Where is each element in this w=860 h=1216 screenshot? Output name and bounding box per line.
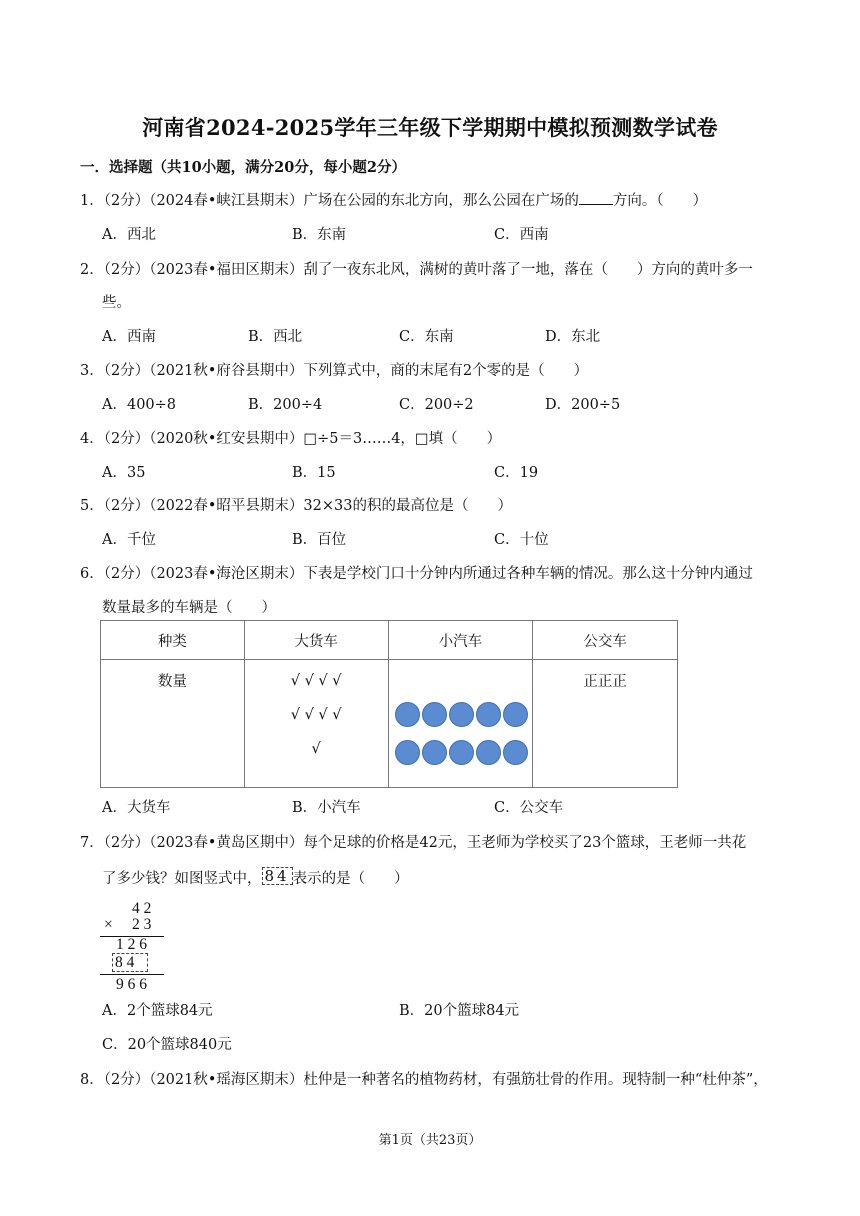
question-4: 4．（2分）（2020秋•红安县期中）□÷5＝3……4，□填（ ）: [80, 431, 502, 447]
q2-option-b: B．西北: [248, 329, 303, 345]
q5-option-c: C．十位: [494, 532, 549, 548]
truck-tally-row: √ √ √ √: [290, 707, 342, 723]
answer-blank: [579, 192, 613, 205]
question-1-text-b: 方向。（ ）: [612, 193, 708, 209]
q1-option-c: C．西南: [494, 227, 549, 243]
partial-product-2: 8 4: [112, 953, 148, 972]
q3-option-c: C．200÷2: [399, 397, 474, 413]
q5-option-a: A．千位: [102, 532, 156, 548]
truck-tally-row: √ √ √ √: [290, 673, 342, 689]
q6-option-c: C．公交车: [494, 800, 564, 816]
q6-option-b: B．小汽车: [292, 800, 361, 816]
truck-tally-cell: [244, 660, 388, 788]
q6-option-a: A．大货车: [102, 800, 171, 816]
table-header-car: 小汽车: [388, 621, 533, 660]
table-header-truck: 大货车: [244, 621, 388, 660]
question-1: [80, 189, 707, 210]
question-8-line-1: 8．（2分）（2021秋•瑶海区期末）杜仲是一种著名的植物药材，有强筋壮骨的作用。现特制一种“杜仲茶”，: [80, 1072, 768, 1088]
q2-option-c: C．东南: [399, 329, 454, 345]
question-3: 3．（2分）（2021秋•府谷县期中）下列算式中，商的末尾有2个零的是（ ）: [80, 363, 589, 379]
section-heading: 一．选择题（共10小题，满分20分，每小题2分）: [80, 159, 406, 176]
question-7-text-a: 了多少钱？如图竖式中，: [102, 871, 262, 887]
product: 9 6 6: [116, 976, 147, 993]
car-tally-dot: [449, 702, 474, 727]
q1-option-a: A．西北: [102, 227, 156, 243]
q7-option-c: C．20个篮球840元: [102, 1037, 232, 1053]
car-tally-dot: [395, 740, 420, 765]
rule-line: [100, 974, 164, 975]
car-tally-dot: [395, 702, 420, 727]
highlight-box: 84: [262, 867, 293, 885]
car-tally-dot: [503, 740, 528, 765]
factor-2: 2 3: [132, 916, 152, 933]
bus-tally-cell: 正正正: [533, 660, 678, 788]
question-6-line-1: 6．（2分）（2023春•海沧区期末）下表是学校门口十分钟内所通过各种车辆的情况。那么这十分钟内通过: [80, 566, 753, 582]
q2-option-a: A．西南: [102, 329, 156, 345]
question-1-text-a: 1．（2分）（2024春•峡江县期末）广场在公园的东北方向，那么公园在广场的: [80, 193, 579, 209]
truck-tally-row: √: [311, 741, 321, 757]
partial-product-1: 1 2 6: [116, 936, 147, 953]
question-7-line-2: [102, 867, 409, 888]
question-7-line-1: 7．（2分）（2023春•黄岛区期中）每个足球的价格是42元，王老师为学校买了23个篮球，王老师一共花: [80, 835, 747, 851]
q4-option-b: B．15: [292, 465, 336, 481]
q2-option-d: D．东北: [545, 329, 601, 345]
q4-option-a: A．35: [102, 465, 146, 481]
car-tally-dot: [422, 740, 447, 765]
car-tally-dot: [476, 702, 501, 727]
table-header-type: 种类: [101, 621, 245, 660]
question-6-line-2: 数量最多的车辆是（ ）: [102, 600, 276, 616]
multiply-sign: ×: [104, 916, 113, 933]
q1-option-b: B．东南: [292, 227, 347, 243]
question-5: 5．（2分）（2022春•昭平县期末）32×33的积的最高位是（ ）: [80, 498, 512, 514]
vehicle-table: [100, 620, 678, 788]
factor-1: 4 2: [132, 900, 152, 917]
car-tally-dot: [476, 740, 501, 765]
car-tally-dot: [422, 702, 447, 727]
car-dot-grid: [394, 702, 530, 778]
question-7-text-b: 表示的是（ ）: [292, 871, 409, 887]
q4-option-c: C．19: [494, 465, 539, 481]
table-row-label: 数量: [101, 660, 245, 788]
q3-option-b: B．200÷4: [248, 397, 323, 413]
page-title: 河南省2024-2025学年三年级下学期期中模拟预测数学试卷: [142, 115, 718, 140]
q3-option-a: A．400÷8: [102, 397, 177, 413]
page-footer: 第1页（共23页）: [378, 1133, 482, 1148]
q5-option-b: B．百位: [292, 532, 347, 548]
question-2-line-1: 2．（2分）（2023春•福田区期末）刮了一夜东北风，满树的黄叶落了一地，落在（ ）方向的黄叶多一: [80, 262, 753, 278]
q7-option-a: A．2个篮球84元: [102, 1003, 213, 1019]
car-tally-dot: [449, 740, 474, 765]
q3-option-d: D．200÷5: [545, 397, 621, 413]
table-header-bus: 公交车: [533, 621, 678, 660]
car-tally-dot: [503, 702, 528, 727]
q7-option-b: B．20个篮球84元: [399, 1003, 520, 1019]
question-2-line-2: 些。: [102, 295, 131, 311]
